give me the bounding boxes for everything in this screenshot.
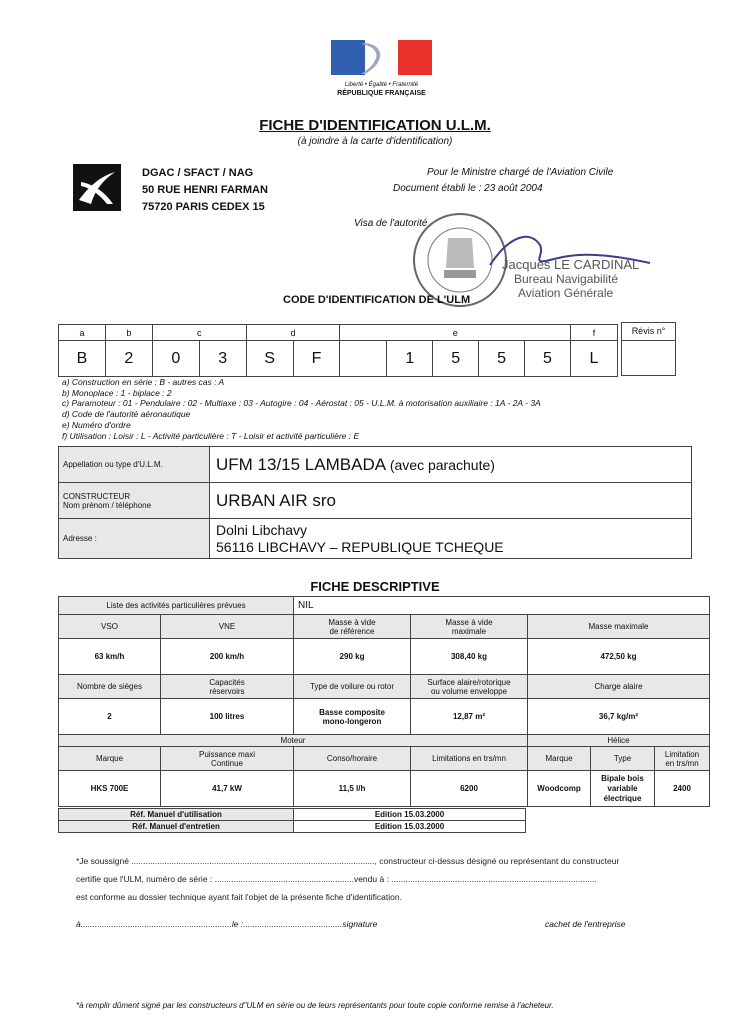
desc-header: VNE bbox=[161, 615, 294, 639]
ref-manual-value: Edition 15.03.2000 bbox=[294, 821, 526, 833]
issuer-line: DGAC / SFACT / NAG bbox=[142, 167, 254, 179]
desc-header: Type de voilure ou rotor bbox=[294, 675, 411, 699]
code-cell: 3 bbox=[199, 341, 246, 377]
cert-line bbox=[76, 856, 716, 866]
adresse-line: 56116 LIBCHAVY – REPUBLIQUE TCHEQUE bbox=[216, 538, 504, 555]
issuer-block bbox=[142, 165, 268, 216]
code-cell: 5 bbox=[525, 341, 571, 377]
code-cell: 2 bbox=[105, 341, 152, 377]
page-subtitle: (à joindre à la carte d'identification) bbox=[297, 136, 453, 147]
code-notes bbox=[62, 377, 541, 441]
issuer-line: 50 RUE HENRI FARMAN bbox=[142, 184, 268, 196]
desc-value: Bipale bois variable électrique bbox=[591, 771, 655, 807]
code-cell: 5 bbox=[433, 341, 479, 377]
adresse-label: Adresse : bbox=[59, 519, 210, 559]
desc-value: 2 bbox=[59, 699, 161, 735]
desc-value: 41,7 kW bbox=[161, 771, 294, 807]
republic-name: RÉPUBLIQUE FRANÇAISE bbox=[337, 90, 426, 97]
desc-value: 36,7 kg/m² bbox=[528, 699, 710, 735]
code-note: c) Paramoteur : 01 - Pendulaire : 02 - Multiaxe : 03 - Autogire : 04 - Aérostat : 05 - U.L.M. à motorisation auxiliaire : 1A - 2A - 3A bbox=[62, 398, 541, 409]
code-table bbox=[58, 324, 618, 377]
minister-block bbox=[393, 165, 613, 197]
desc-header: Conso/horaire bbox=[294, 747, 411, 771]
desc-value: 308,40 kg bbox=[411, 639, 528, 675]
constructeur-sublabel: Nom prénom / téléphone bbox=[63, 500, 152, 510]
revision-box bbox=[621, 322, 676, 376]
signatory-office: Bureau Navigabilité bbox=[514, 272, 619, 286]
desc-value: 11,5 l/h bbox=[294, 771, 411, 807]
desc-value: 290 kg bbox=[294, 639, 411, 675]
desc-header: Marque bbox=[528, 747, 591, 771]
constructeur-label: CONSTRUCTEUR bbox=[63, 491, 131, 501]
appellation-value: UFM 13/15 LAMBADA bbox=[216, 454, 386, 474]
ref-manual-value: Edition 15.03.2000 bbox=[294, 809, 526, 821]
code-cell: L bbox=[570, 341, 617, 377]
desc-value: Basse composite mono-longeron bbox=[294, 699, 411, 735]
republic-logo bbox=[331, 40, 432, 100]
desc-header: Type bbox=[591, 747, 655, 771]
desc-header: Charge alaire bbox=[528, 675, 710, 699]
code-note: a) Construction en série : B - autres cas : A bbox=[62, 377, 225, 387]
desc-value: 6200 bbox=[411, 771, 528, 807]
revision-label: Révis n° bbox=[622, 323, 675, 341]
activities-value: NIL bbox=[294, 597, 710, 615]
moteur-label: Moteur bbox=[59, 735, 528, 747]
desc-header: Puissance maxi Continue bbox=[161, 747, 294, 771]
desc-value: Woodcomp bbox=[528, 771, 591, 807]
descriptive-table bbox=[58, 596, 710, 807]
minister-line: Pour le Ministre chargé de l'Aviation Civile bbox=[427, 167, 614, 178]
code-note: f) Utilisation : Loisir : L - Activité particulière : T - Loisir et activité particulière : E bbox=[62, 430, 360, 441]
desc-value: HKS 700E bbox=[59, 771, 161, 807]
code-cell: 1 bbox=[387, 341, 433, 377]
signature-line: à................................................................le :..........................................signature bbox=[76, 919, 378, 929]
signatory-dept: Aviation Générale bbox=[518, 286, 614, 300]
code-note: b) Monoplace : 1 - biplace : 2 bbox=[62, 387, 172, 398]
signatory-name: Jacques LE CARDINAL bbox=[502, 257, 640, 272]
aircraft-swoosh-icon bbox=[73, 164, 121, 211]
desc-value: 472,50 kg bbox=[528, 639, 710, 675]
desc-header: Limitations en trs/mn bbox=[411, 747, 528, 771]
desc-header: VSO bbox=[59, 615, 161, 639]
republic-motto: Liberté • Égalité • Fraternité bbox=[344, 82, 419, 88]
adresse-cell bbox=[210, 519, 692, 559]
cert-line: certifie que l'ULM, numéro de série : ...........................................................vendu à : ....................................................................................... bbox=[76, 874, 597, 884]
activities-label: Liste des activités particulières prévues bbox=[59, 597, 294, 615]
desc-header: Surface alaire/rotorique ou volume enveloppe bbox=[411, 675, 528, 699]
cert-line-part: , constructeur ci-dessus désigné ou représentant du constructeur bbox=[374, 856, 620, 866]
code-cell bbox=[340, 341, 387, 377]
code-letter: b bbox=[105, 325, 152, 341]
signatory-block bbox=[502, 258, 639, 300]
code-cell: F bbox=[293, 341, 340, 377]
appellation-cell bbox=[210, 447, 692, 483]
issuer-line: 75720 PARIS CEDEX 15 bbox=[142, 201, 265, 213]
cert-line: est conforme au dossier technique ayant fait l'objet de la présente fiche d'identification. bbox=[76, 892, 402, 902]
page-title: FICHE D'IDENTIFICATION U.L.M. bbox=[259, 117, 491, 134]
appellation-suffix: (avec parachute) bbox=[389, 456, 495, 473]
desc-header: Masse à vide maximale bbox=[411, 615, 528, 639]
desc-header: Limitation en trs/mn bbox=[655, 747, 710, 771]
code-letter: c bbox=[152, 325, 246, 341]
code-note: d) Code de l'autorité aéronautique bbox=[62, 409, 191, 420]
ref-manual-label: Réf. Manuel d'entretien bbox=[59, 821, 294, 833]
desc-value: 12,87 m² bbox=[411, 699, 528, 735]
descriptive-heading: FICHE DESCRIPTIVE bbox=[310, 579, 440, 594]
cert-line-part: *Je soussigné ....................................................................................................... bbox=[76, 856, 375, 866]
manual-refs bbox=[58, 808, 526, 833]
code-cell: S bbox=[246, 341, 293, 377]
constructeur-label-cell bbox=[59, 483, 210, 519]
desc-value: 100 litres bbox=[161, 699, 294, 735]
desc-header: Masse maximale bbox=[528, 615, 710, 639]
ref-manual-label: Réf. Manuel d'utilisation bbox=[59, 809, 294, 821]
footnote: *à remplir dûment signé par les constructeurs d"ULM en série ou de leurs représentants pour toute copie conforme remise à l'acheteur. bbox=[76, 1001, 554, 1010]
code-cell: 0 bbox=[152, 341, 199, 377]
desc-header: Marque bbox=[59, 747, 161, 771]
constructeur-value: URBAN AIR sro bbox=[210, 483, 692, 519]
desc-header: Masse à vide de référence bbox=[294, 615, 411, 639]
code-heading: CODE D'IDENTIFICATION DE L'ULM bbox=[283, 294, 471, 306]
ident-table bbox=[58, 446, 692, 559]
document-date: Document établi le : 23 août 2004 bbox=[393, 183, 543, 194]
code-letter: e bbox=[340, 325, 571, 341]
marianne-flag-icon bbox=[331, 40, 432, 75]
desc-header: Capacités réservoirs bbox=[161, 675, 294, 699]
adresse-line: Dolni Libchavy bbox=[216, 521, 308, 538]
desc-header: Nombre de sièges bbox=[59, 675, 161, 699]
code-cell: 5 bbox=[479, 341, 525, 377]
code-cell: B bbox=[59, 341, 106, 377]
desc-value: 2400 bbox=[655, 771, 710, 807]
desc-value: 63 km/h bbox=[59, 639, 161, 675]
helice-label: Hélice bbox=[528, 735, 710, 747]
dgac-logo bbox=[73, 164, 121, 211]
desc-value: 200 km/h bbox=[161, 639, 294, 675]
appellation-label: Appellation ou type d'U.L.M. bbox=[59, 447, 210, 483]
certification-block bbox=[76, 856, 716, 902]
code-note: e) Numéro d'ordre bbox=[62, 419, 131, 430]
code-letter: a bbox=[59, 325, 106, 341]
visa-label: Visa de l'autorité bbox=[354, 218, 428, 229]
code-letter: f bbox=[570, 325, 617, 341]
company-stamp-label: cachet de l'entreprise bbox=[545, 919, 626, 929]
code-letter: d bbox=[246, 325, 340, 341]
